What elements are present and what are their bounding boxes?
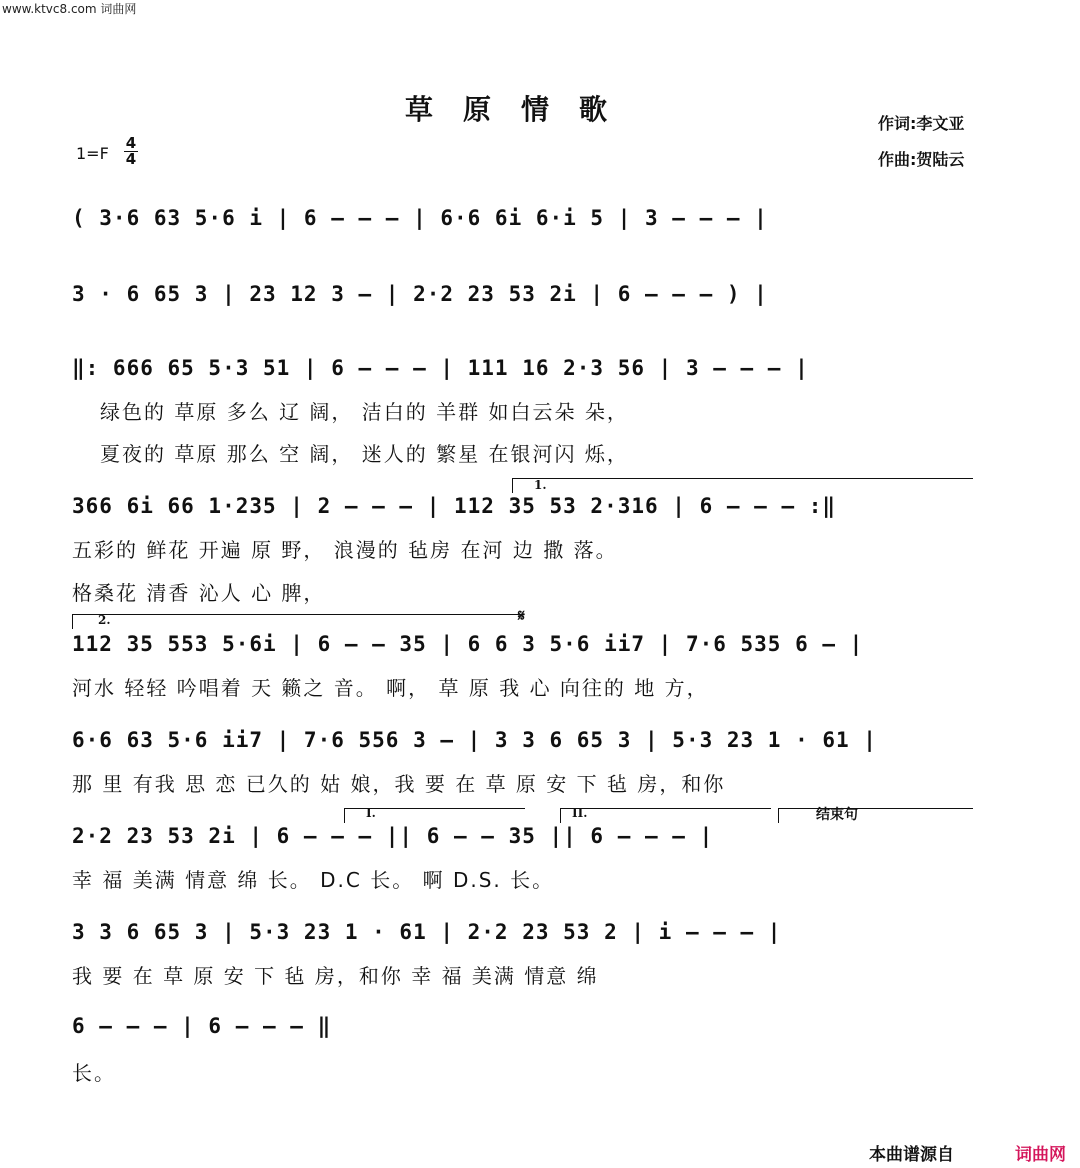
score-row-5: 112 35 553 5·6i | 6 — — 35 | 6 6 3 5·6 ii7 | 7·6 535 6 — | [72, 632, 864, 656]
key-signature: 1=F [76, 144, 109, 163]
score-row-7: 2·2 23 53 2i | 6 — — — || 6 — — 35 || 6 — — — | [72, 824, 714, 848]
time-signature-bottom: 4 [125, 150, 137, 168]
volta-bracket-2 [72, 614, 523, 629]
score-row-1: ( 3·6 63 5·6 i | 6 — — — | 6·6 6i 6·i 5 | 3 — — — | [72, 206, 768, 230]
ending-label-2: II. [572, 806, 588, 820]
score-row-4: 366 6i 66 1·235 | 2 — — — | 112 35 53 2·316 | 6 — — — :‖ [72, 494, 837, 518]
lyric-row-6: 那 里 有我 思 恋 已久的 姑 娘，我 要 在 草 原 安 下 毡 房，和你 [72, 772, 726, 796]
volta-bracket-1 [512, 478, 973, 493]
site-watermark: www.ktvc8.com 词曲网 [2, 2, 137, 16]
coda-label: 结束句 [816, 807, 858, 823]
score-row-2: 3 · 6 65 3 | 23 12 3 — | 2·2 23 53 2i | 6 — — — ) | [72, 282, 768, 306]
song-title: 草原情歌 [405, 93, 638, 126]
time-signature-top: 4 [125, 134, 137, 152]
volta-label-1: 1. [534, 478, 547, 492]
lyric-row-5: 河水 轻轻 吟唱着 天 籁之 音。 啊， 草 原 我 心 向往的 地 方， [72, 676, 709, 700]
time-signature [124, 136, 138, 167]
lyric-row-4-verse-2: 格桑花 清香 沁人 心 脾， [72, 581, 326, 605]
composer-credit: 作曲:贺陆云 [878, 150, 965, 169]
score-row-6: 6·6 63 5·6 ii7 | 7·6 556 3 — | 3 3 6 65 3 | 5·3 23 1 · 61 | [72, 728, 877, 752]
lyric-row-7: 幸 福 美满 情意 绵 长。 D.C 长。 啊 D.S. 长。 [72, 868, 555, 892]
score-row-9: 6 — — — | 6 — — — ‖ [72, 1014, 332, 1038]
lyric-row-3-verse-2: 夏夜的 草原 那么 空 阔， 迷人的 繁星 在银河闪 烁， [100, 442, 629, 466]
score-row-8: 3 3 6 65 3 | 5·3 23 1 · 61 | 2·2 23 53 2 | i — — — | [72, 920, 782, 944]
source-footer-text: 本曲谱源自 [869, 1145, 954, 1165]
ending-label-1: I. [366, 806, 376, 820]
coda-bracket [778, 808, 973, 823]
volta-label-2: 2. [98, 613, 111, 627]
score-row-3: ‖: 666 65 5·3 51 | 6 — — — | 111 16 2·3 56 | 3 — — — | [72, 356, 809, 380]
source-footer-site: 词曲网 [1015, 1145, 1066, 1165]
lyric-row-8: 我 要 在 草 原 安 下 毡 房，和你 幸 福 美满 情意 绵 [72, 964, 599, 988]
segno-sign: 𝄋 [518, 606, 525, 625]
lyricist-credit: 作词:李文亚 [878, 114, 965, 133]
lyric-row-4-verse-1: 五彩的 鲜花 开遍 原 野， 浪漫的 毡房 在河 边 撒 落。 [72, 538, 618, 562]
ending-bracket-2 [560, 808, 771, 823]
lyric-row-9: 长。 [72, 1061, 116, 1085]
lyric-row-3-verse-1: 绿色的 草原 多么 辽 阔， 洁白的 羊群 如白云朵 朵， [100, 400, 629, 424]
